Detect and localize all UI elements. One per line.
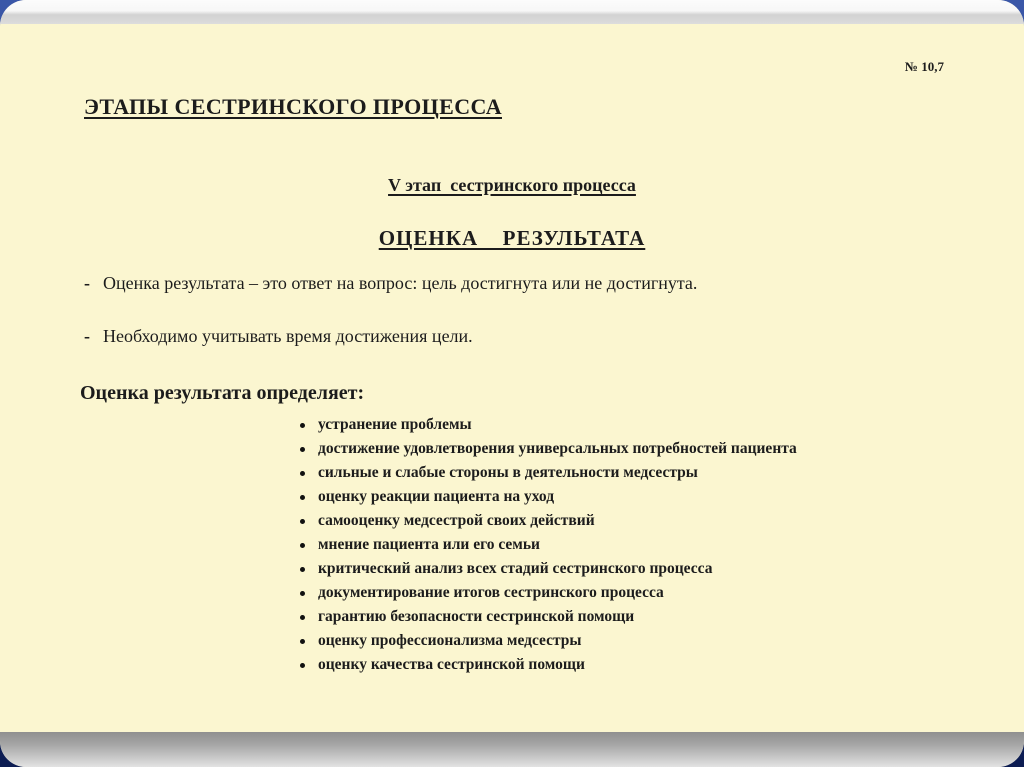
dash-marker: - bbox=[84, 273, 90, 293]
list-item-text: критический анализ всех стадий сестринского процесса bbox=[318, 560, 713, 577]
list-item bbox=[300, 533, 980, 557]
list-item-text: мнение пациента или его семьи bbox=[318, 536, 540, 553]
list-item bbox=[300, 581, 980, 605]
list-item bbox=[300, 437, 980, 461]
bullet-icon bbox=[300, 519, 305, 524]
dash-point-text: Оценка результата – это ответ на вопрос: цель достигнута или не достигнута. bbox=[103, 273, 698, 293]
bullet-icon bbox=[300, 615, 305, 620]
list-item-text: устранение проблемы bbox=[318, 416, 472, 433]
list-item bbox=[300, 629, 980, 653]
dash-point-text: Необходимо учитывать время достижения цели. bbox=[103, 326, 473, 346]
bullet-icon bbox=[300, 447, 305, 452]
slide-title: ЭТАПЫ СЕСТРИНСКОГО ПРОЦЕССА bbox=[84, 94, 502, 119]
stage-heading: V этап сестринского процесса bbox=[388, 175, 636, 195]
bullet-icon bbox=[300, 543, 305, 548]
list-item-text: документирование итогов сестринского процесса bbox=[318, 584, 664, 601]
list-item bbox=[300, 557, 980, 581]
bullet-icon bbox=[300, 423, 305, 428]
dash-point-time bbox=[84, 326, 964, 347]
bullet-icon bbox=[300, 591, 305, 596]
list-item-text: оценку реакции пациента на уход bbox=[318, 488, 555, 505]
bullet-list-intro: Оценка результата определяет: bbox=[80, 382, 365, 404]
list-item-text: оценку профессионализма медсестры bbox=[318, 632, 582, 649]
list-item bbox=[300, 461, 980, 485]
list-item bbox=[300, 605, 980, 629]
list-item-text: оценку качества сестринской помощи bbox=[318, 656, 585, 673]
list-item-text: сильные и слабые стороны в деятельности медсестры bbox=[318, 464, 698, 481]
list-item bbox=[300, 485, 980, 509]
result-heading: ОЦЕНКА РЕЗУЛЬТАТА bbox=[378, 226, 646, 250]
bullet-list bbox=[300, 413, 980, 677]
list-item bbox=[300, 653, 980, 677]
bullet-icon bbox=[300, 567, 305, 572]
slide-number: № 10,7 bbox=[904, 59, 944, 74]
bottom-gradient-band bbox=[0, 732, 1024, 767]
list-item bbox=[300, 413, 980, 437]
dash-marker: - bbox=[84, 326, 90, 346]
bullet-icon bbox=[300, 639, 305, 644]
list-item bbox=[300, 509, 980, 533]
top-gradient-band bbox=[0, 0, 1024, 24]
bullet-icon bbox=[300, 495, 305, 500]
dash-point-definition bbox=[84, 273, 964, 294]
bullet-icon bbox=[300, 663, 305, 668]
list-item-text: самооценку медсестрой своих действий bbox=[318, 512, 595, 529]
list-item-text: гарантию безопасности сестринской помощи bbox=[318, 608, 635, 625]
bullet-icon bbox=[300, 471, 305, 476]
list-item-text: достижение удовлетворения универсальных потребностей пациента bbox=[318, 440, 797, 457]
